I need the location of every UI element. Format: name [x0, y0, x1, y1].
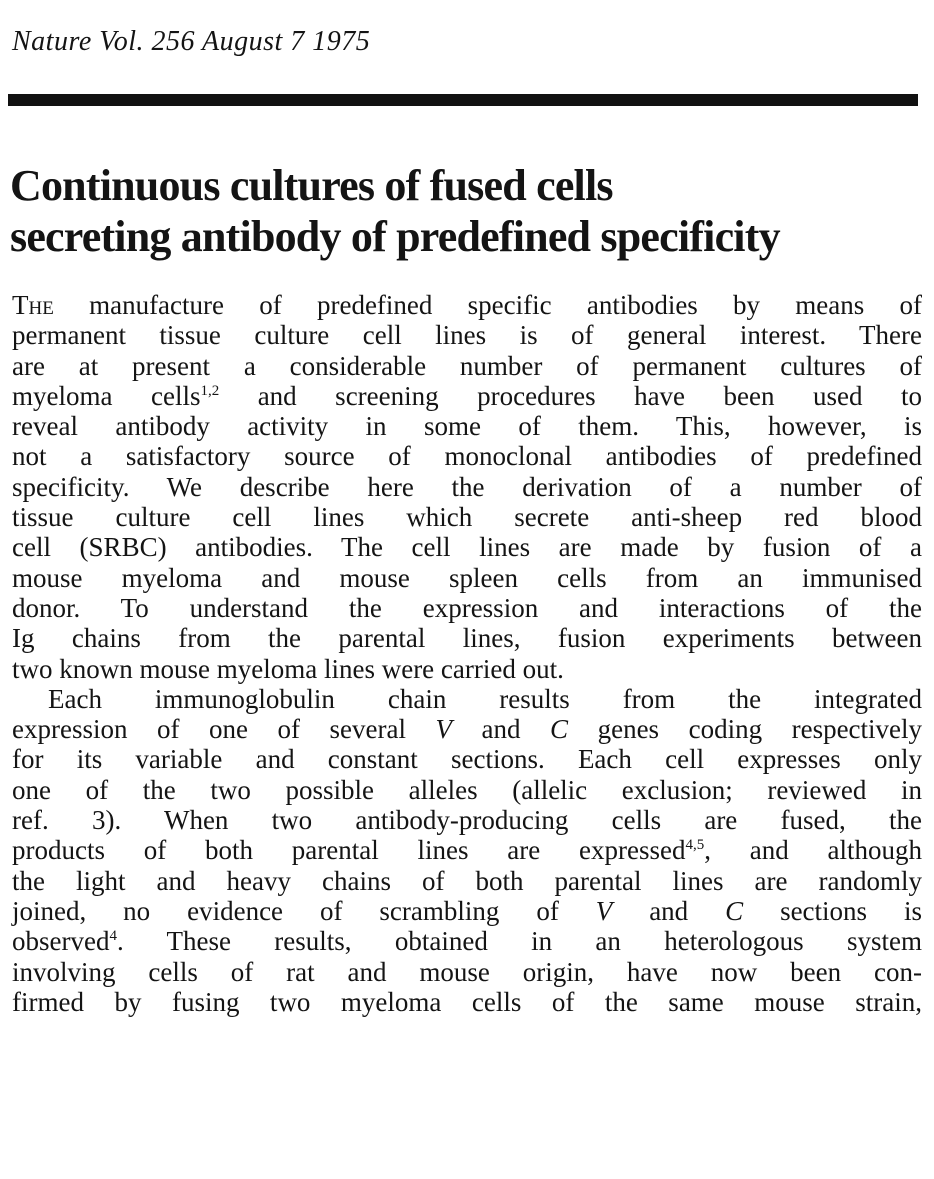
- reference-marker: 1,2: [200, 382, 220, 399]
- header-rule: [8, 94, 918, 106]
- body-line: ref. 3). When two antibody-producing cells are fused, the: [12, 805, 922, 836]
- body-line: Each immunoglobulin chain results from the integrated: [48, 683, 922, 714]
- body-line: not a satisfactory source of monoclonal antibodies of predefined: [12, 441, 922, 472]
- body-line: expression of one of several V and C genes coding respectively: [12, 714, 923, 745]
- body-line: joined, no evidence of scrambling of V and C sections is: [12, 895, 922, 926]
- gene-V: V: [435, 714, 452, 745]
- body-line: tissue culture cell lines which secrete anti-sheep red blood: [12, 502, 922, 533]
- body-line: reveal antibody activity in some of them. This, however, is: [12, 411, 922, 442]
- body-line: products of both parental lines are expressed$^{4,5}$, and although: [12, 835, 922, 866]
- body-line: mouse myeloma and mouse spleen cells from an immunised: [12, 562, 922, 593]
- body-line: involving cells of rat and mouse origin, have now been con-: [12, 956, 922, 987]
- body-line: Ig chains from the parental lines, fusion experiments between: [12, 623, 922, 654]
- body-line: cell (SRBC) antibodies. The cell lines are made by fusion of a: [12, 532, 922, 563]
- body-line: firmed by fusing two myeloma cells of the same mouse strain,: [12, 986, 922, 1017]
- title-line-2: secreting antibody of predefined specificity: [10, 212, 780, 261]
- body-line: are at present a considerable number of permanent cultures of: [12, 350, 922, 381]
- body-line: the light and heavy chains of both parental lines are randomly: [12, 865, 922, 896]
- body-line: for its variable and constant sections. Each cell expresses only: [12, 744, 922, 775]
- gene-V: V: [595, 895, 613, 926]
- body-line: observed$^4$. These results, obtained in an heterologous system: [12, 926, 922, 957]
- reference-marker: 4,5: [685, 837, 705, 854]
- article-title: [10, 160, 922, 262]
- body-line: permanent tissue culture cell lines is of general interest. There: [12, 320, 922, 351]
- body-line: The manufacture of predefined specific antibodies by means of: [12, 290, 923, 320]
- reference-marker: 4: [109, 928, 117, 945]
- body-line: two known mouse myeloma lines were carried out.: [12, 653, 564, 684]
- title-line-1: Continuous cultures of fused cells: [10, 161, 613, 210]
- gene-C: C: [550, 714, 569, 745]
- gene-C: C: [725, 895, 744, 926]
- journal-citation: Nature Vol. 256 August 7 1975: [12, 26, 371, 57]
- article-body: [12, 290, 922, 1017]
- body-line: specificity. We describe here the derivation of a number of: [12, 471, 922, 502]
- body-line: donor. To understand the expression and interactions of the: [12, 592, 922, 623]
- body-line: one of the two possible alleles (allelic exclusion; reviewed in: [12, 774, 922, 805]
- lead-word: The: [12, 290, 54, 320]
- body-line: myeloma cells$^{1,2}$ and screening procedures have been used to: [12, 380, 922, 411]
